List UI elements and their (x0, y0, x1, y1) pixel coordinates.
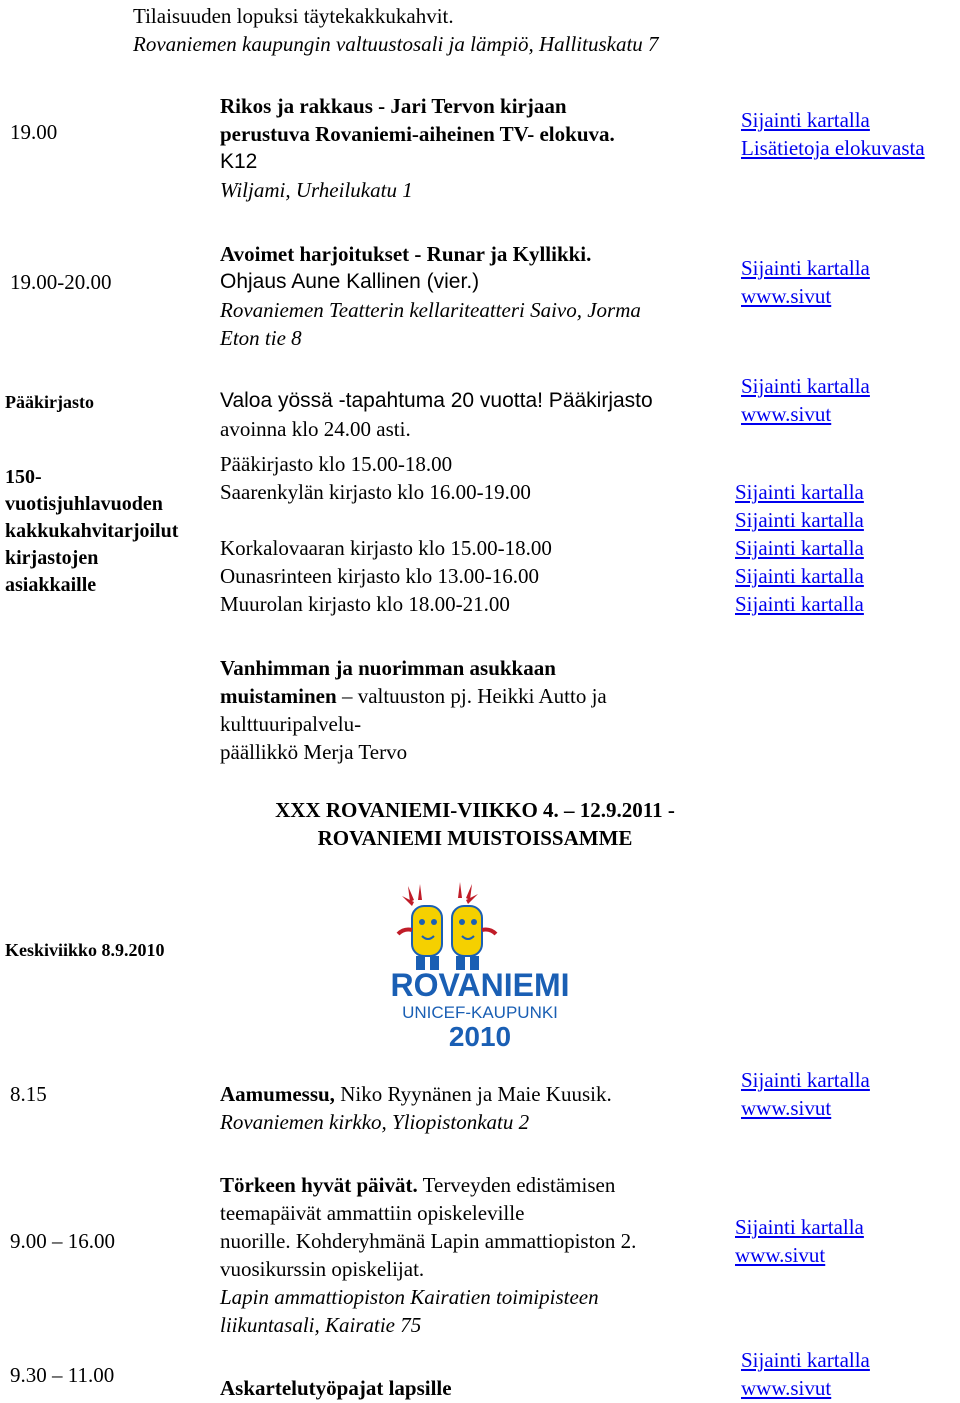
memory-line: kulttuuripalvelu- (220, 712, 362, 736)
event-place: Wiljami, Urheilukatu 1 (220, 178, 413, 202)
event-links (741, 106, 960, 162)
website-link[interactable]: www.sivut (741, 1096, 832, 1120)
anniversary-line: vuotisjuhlavuoden (5, 493, 163, 515)
event-details (220, 92, 710, 204)
event-performers: Niko Ryynänen ja Maie Kuusik. (334, 1082, 612, 1106)
website-link[interactable]: www.sivut (741, 1376, 832, 1400)
event-rating: K12 (220, 150, 258, 173)
event-desc: vuosikurssin opiskelijat. (220, 1257, 425, 1281)
library-time: Ounasrinteen kirjasto klo 13.00-16.00 (220, 564, 540, 588)
library-times (220, 450, 710, 618)
event-title-line (220, 1080, 710, 1108)
event-desc: Terveyden edistämisen (417, 1173, 616, 1197)
map-link[interactable]: Sijainti kartalla (735, 536, 864, 560)
library-time: Pääkirjasto klo 15.00-18.00 (220, 452, 453, 476)
event-time: 9.30 – 11.00 (10, 1363, 115, 1387)
event-time: 19.00 (10, 120, 58, 144)
week-heading-line: XXX ROVANIEMI-VIIKKO 4. – 12.9.2011 - (275, 798, 675, 822)
website-link[interactable]: www.sivut (741, 402, 832, 426)
event-time: 8.15 (10, 1082, 47, 1106)
map-link[interactable]: Sijainti kartalla (735, 1215, 864, 1239)
unicef-city-logo (380, 878, 580, 1058)
anniversary-line: kirjastojen (5, 547, 99, 569)
map-link[interactable]: Sijainti kartalla (735, 564, 864, 588)
memory-event (220, 654, 710, 766)
memory-line (220, 682, 710, 710)
anniversary-line: kakkukahvitarjoilut (5, 520, 179, 542)
map-link[interactable]: Sijainti kartalla (741, 1068, 870, 1092)
intro-place: Rovaniemen kaupungin valtuustosali ja lämpiö, Hallituskatu 7 (133, 32, 659, 56)
library-time: Saarenkylän kirjasto klo 16.00-19.00 (220, 480, 531, 504)
event-title: perustuva Rovaniemi-aiheinen TV- elokuva. (220, 122, 615, 146)
event-title: Aamumessu, (220, 1082, 335, 1106)
intro (133, 2, 659, 58)
event-place: Rovaniemen Teatterin kellariteatteri Saivo, Jorma (220, 298, 641, 322)
event-title: Askartelutyöpajat lapsille (220, 1376, 452, 1400)
event-title: Avoimet harjoitukset - Runar ja Kyllikki. (220, 242, 592, 266)
intro-line-1: Tilaisuuden lopuksi täytekakkukahvit. (133, 4, 454, 28)
event-details (220, 1080, 710, 1136)
event-links (741, 254, 960, 310)
event-desc: nuorille. Kohderyhmänä Lapin ammattiopiston 2. (220, 1229, 637, 1253)
event-title: Törkeen hyvät päivät. (220, 1173, 418, 1197)
event-links (741, 1346, 960, 1402)
event-location-label: Pääkirjasto (5, 392, 94, 412)
map-link[interactable]: Sijainti kartalla (741, 374, 870, 398)
event-details (220, 240, 710, 352)
memory-host: – valtuuston pj. Heikki Autto ja (336, 684, 607, 708)
website-link[interactable]: www.sivut (735, 1243, 826, 1267)
event-time: 19.00-20.00 (10, 270, 112, 294)
event-desc: avoinna klo 24.00 asti. (220, 417, 411, 441)
map-link[interactable]: Sijainti kartalla (735, 592, 864, 616)
event-title: Rikos ja rakkaus - Jari Tervon kirjaan (220, 94, 567, 118)
event-links (741, 1066, 960, 1122)
event-details (220, 1171, 710, 1339)
logo-text-1: ROVANIEMI (390, 967, 570, 1003)
map-link[interactable]: Sijainti kartalla (741, 256, 870, 280)
event-links (735, 1213, 960, 1269)
week-heading (200, 796, 750, 852)
memory-line: päällikkö Merja Tervo (220, 740, 408, 764)
website-link[interactable]: www.sivut (741, 284, 832, 308)
week-heading-line: ROVANIEMI MUISTOISSAMME (317, 826, 633, 850)
map-link[interactable]: Sijainti kartalla (735, 480, 864, 504)
event-desc: teemapäivät ammattiin opiskeleville (220, 1201, 525, 1225)
event-place: liikuntasali, Kairatie 75 (220, 1313, 422, 1337)
logo-figures-icon (380, 878, 580, 1058)
event-desc: Ohjaus Aune Kallinen (vier.) (220, 270, 480, 293)
event-place: Rovaniemen kirkko, Yliopistonkatu 2 (220, 1110, 530, 1134)
logo-text-2: UNICEF-KAUPUNKI (402, 1003, 558, 1022)
memory-title-part: muistaminen (220, 684, 337, 708)
event-title-line (220, 1171, 710, 1199)
day-heading: Keskiviikko 8.9.2010 (5, 940, 165, 960)
logo-text-3: 2010 (448, 1021, 512, 1052)
event-links (741, 372, 960, 428)
library-links (735, 478, 960, 618)
map-link[interactable]: Sijainti kartalla (735, 508, 864, 532)
anniversary-label (5, 464, 220, 599)
event-details (220, 387, 710, 443)
event-time: 9.00 – 16.00 (10, 1229, 115, 1253)
memory-title: Vanhimman ja nuorimman asukkaan (220, 656, 556, 680)
event-desc: Valoa yössä -tapahtuma 20 vuotta! Pääkirjasto (220, 389, 653, 412)
anniversary-line: 150- (5, 466, 42, 488)
anniversary-line: asiakkaille (5, 574, 97, 596)
map-link[interactable]: Sijainti kartalla (741, 108, 870, 132)
movie-info-link[interactable]: Lisätietoja elokuvasta (741, 136, 925, 160)
event-place: Lapin ammattiopiston Kairatien toimipisteen (220, 1285, 599, 1309)
library-time: Korkalovaaran kirjasto klo 15.00-18.00 (220, 536, 552, 560)
map-link[interactable]: Sijainti kartalla (741, 1348, 870, 1372)
event-place: Eton tie 8 (220, 326, 302, 350)
library-time: Muurolan kirjasto klo 18.00-21.00 (220, 592, 510, 616)
